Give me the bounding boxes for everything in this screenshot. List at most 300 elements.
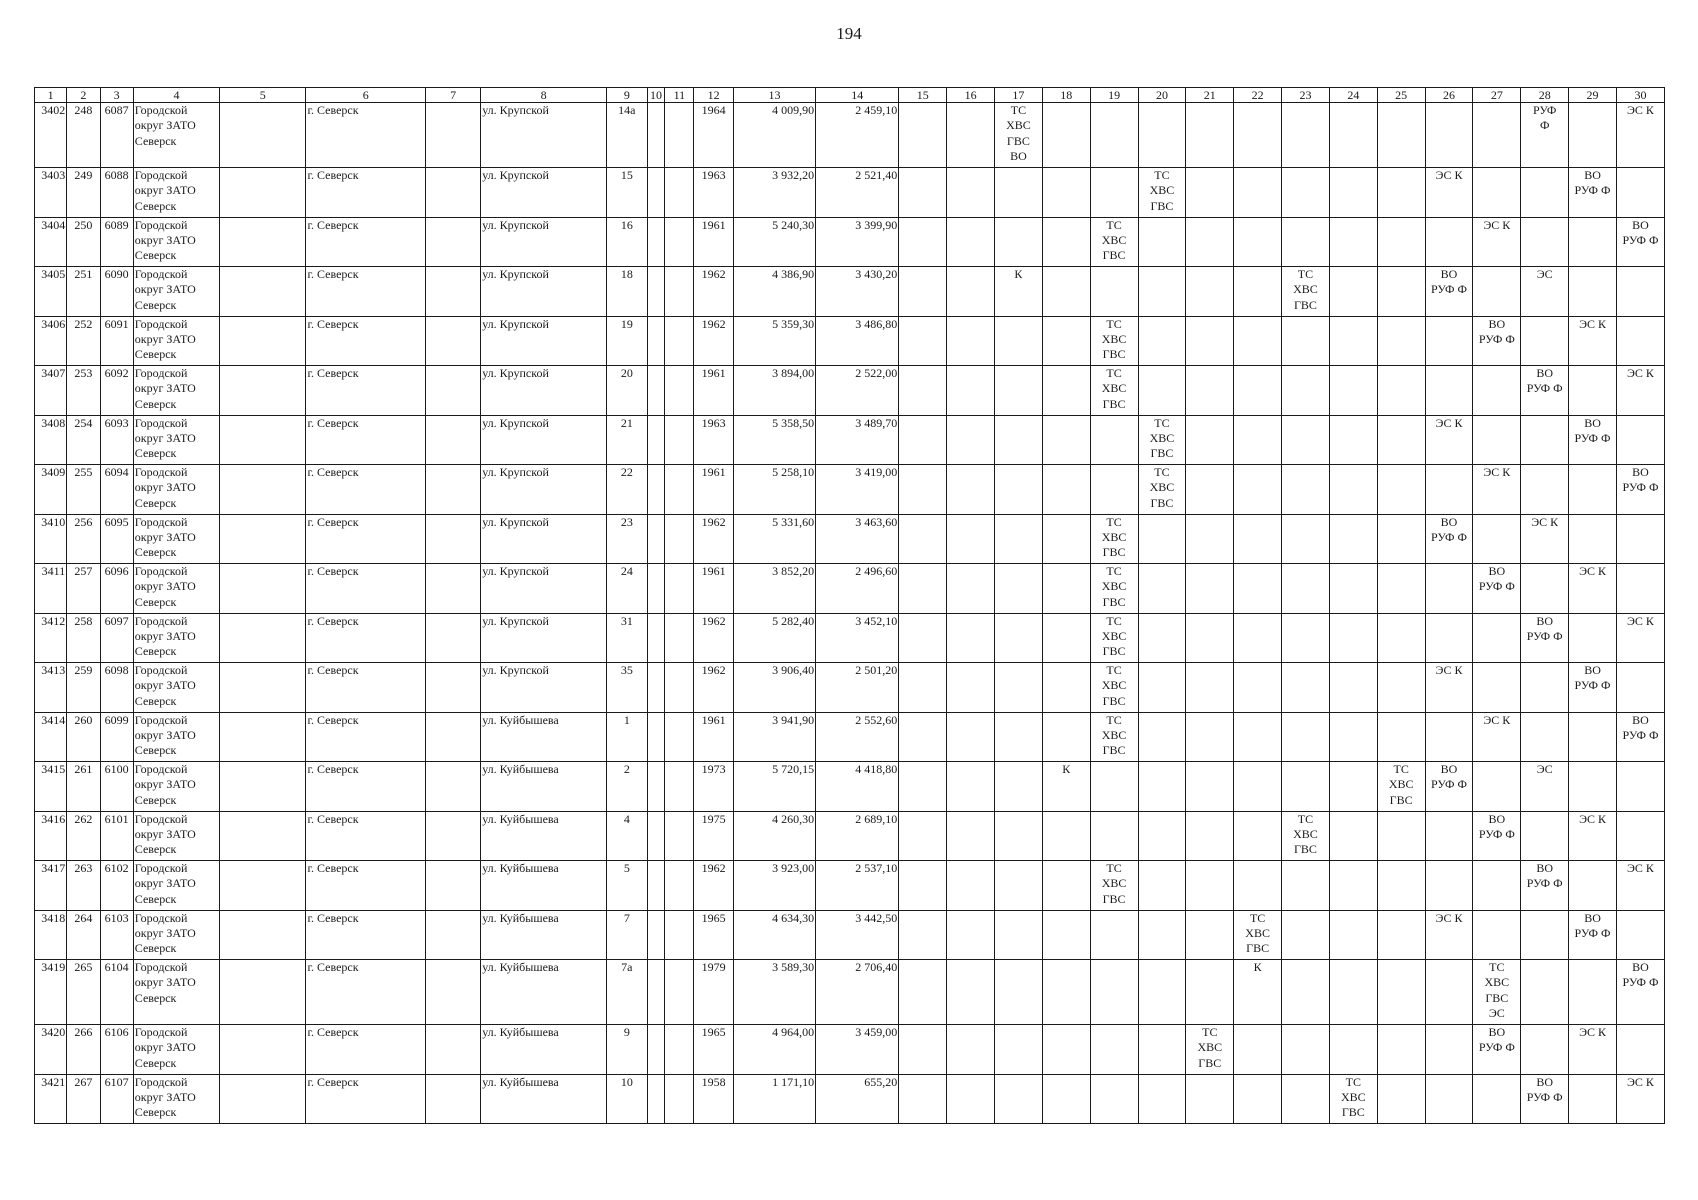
work-mark-col-23 xyxy=(1282,217,1330,267)
cell-col-8: ул. Крупской xyxy=(481,103,607,168)
work-mark-col-19: ТС ХВС ГВС xyxy=(1090,613,1138,663)
work-mark-col-24 xyxy=(1329,366,1377,416)
work-mark-col-24: ТС ХВС ГВС xyxy=(1329,1074,1377,1124)
cell-col-3: 6101 xyxy=(100,811,133,861)
cell-col-6: г. Северск xyxy=(306,103,426,168)
work-mark-col-17 xyxy=(994,1074,1042,1124)
cell-col-2: 256 xyxy=(67,514,100,564)
work-mark-col-26 xyxy=(1425,564,1473,614)
work-mark-col-22 xyxy=(1234,712,1282,762)
work-mark-col-15 xyxy=(899,366,947,416)
work-mark-col-25 xyxy=(1377,103,1425,168)
work-mark-col-20: ТС ХВС ГВС xyxy=(1138,168,1186,218)
table-row xyxy=(35,564,1665,614)
work-mark-col-17 xyxy=(994,514,1042,564)
cell-col-12: 1962 xyxy=(694,267,734,317)
cell-col-1: 3414 xyxy=(35,712,67,762)
work-mark-col-29: ЭС К xyxy=(1569,1025,1617,1075)
work-mark-col-26 xyxy=(1425,465,1473,515)
work-mark-col-29 xyxy=(1569,514,1617,564)
cell-col-7 xyxy=(426,366,481,416)
work-mark-col-17 xyxy=(994,1025,1042,1075)
work-mark-col-19 xyxy=(1090,103,1138,168)
work-mark-col-20 xyxy=(1138,910,1186,960)
work-mark-col-28 xyxy=(1521,712,1569,762)
work-mark-col-24 xyxy=(1329,415,1377,465)
cell-col-5 xyxy=(220,316,306,366)
work-mark-col-16 xyxy=(947,168,995,218)
cell-col-1: 3407 xyxy=(35,366,67,416)
cell-col-11 xyxy=(665,861,694,911)
cell-col-12: 1979 xyxy=(694,960,734,1025)
cell-col-6: г. Северск xyxy=(306,960,426,1025)
cell-col-12: 1962 xyxy=(694,514,734,564)
table-row xyxy=(35,103,1665,168)
cell-col-14: 655,20 xyxy=(816,1074,899,1124)
work-mark-col-24 xyxy=(1329,613,1377,663)
cell-col-5 xyxy=(220,514,306,564)
column-header-28: 28 xyxy=(1521,88,1569,103)
work-mark-col-22 xyxy=(1234,316,1282,366)
cell-col-12: 1961 xyxy=(694,564,734,614)
cell-col-3: 6102 xyxy=(100,861,133,911)
cell-col-8: ул. Крупской xyxy=(481,316,607,366)
work-mark-col-25 xyxy=(1377,316,1425,366)
work-mark-col-16 xyxy=(947,613,995,663)
cell-col-13: 4 260,30 xyxy=(733,811,815,861)
cell-col-3: 6097 xyxy=(100,613,133,663)
cell-col-6: г. Северск xyxy=(306,861,426,911)
work-mark-col-20 xyxy=(1138,564,1186,614)
work-mark-col-19 xyxy=(1090,960,1138,1025)
work-mark-col-16 xyxy=(947,910,995,960)
work-mark-col-23 xyxy=(1282,366,1330,416)
cell-col-9: 23 xyxy=(607,514,648,564)
column-header-17: 17 xyxy=(994,88,1042,103)
cell-col-11 xyxy=(665,663,694,713)
work-mark-col-18 xyxy=(1042,465,1090,515)
work-mark-col-16 xyxy=(947,415,995,465)
work-mark-col-19 xyxy=(1090,168,1138,218)
cell-col-10 xyxy=(647,960,665,1025)
work-mark-col-27 xyxy=(1473,415,1521,465)
cell-col-9: 10 xyxy=(607,1074,648,1124)
work-mark-col-15 xyxy=(899,514,947,564)
work-mark-col-15 xyxy=(899,960,947,1025)
work-mark-col-26 xyxy=(1425,811,1473,861)
work-mark-col-18 xyxy=(1042,1074,1090,1124)
work-mark-col-19: ТС ХВС ГВС xyxy=(1090,316,1138,366)
cell-col-1: 3413 xyxy=(35,663,67,713)
work-mark-col-26: ВО РУФ Ф xyxy=(1425,762,1473,812)
work-mark-col-20 xyxy=(1138,613,1186,663)
cell-col-4: Городской округ ЗАТО Северск xyxy=(133,762,219,812)
cell-col-5 xyxy=(220,613,306,663)
cell-col-14: 2 689,10 xyxy=(816,811,899,861)
cell-col-4: Городской округ ЗАТО Северск xyxy=(133,861,219,911)
work-mark-col-15 xyxy=(899,168,947,218)
work-mark-col-26 xyxy=(1425,366,1473,416)
work-mark-col-25 xyxy=(1377,1074,1425,1124)
cell-col-3: 6093 xyxy=(100,415,133,465)
cell-col-13: 3 941,90 xyxy=(733,712,815,762)
work-mark-col-26 xyxy=(1425,103,1473,168)
work-mark-col-29 xyxy=(1569,217,1617,267)
work-mark-col-24 xyxy=(1329,811,1377,861)
work-mark-col-30: ЭС К xyxy=(1616,103,1664,168)
cell-col-3: 6087 xyxy=(100,103,133,168)
cell-col-12: 1962 xyxy=(694,316,734,366)
work-mark-col-18 xyxy=(1042,103,1090,168)
table-header xyxy=(35,88,1665,103)
cell-col-13: 5 359,30 xyxy=(733,316,815,366)
work-mark-col-20 xyxy=(1138,514,1186,564)
work-mark-col-27 xyxy=(1473,762,1521,812)
cell-col-2: 264 xyxy=(67,910,100,960)
cell-col-2: 266 xyxy=(67,1025,100,1075)
work-mark-col-27: ВО РУФ Ф xyxy=(1473,316,1521,366)
cell-col-12: 1961 xyxy=(694,465,734,515)
cell-col-4: Городской округ ЗАТО Северск xyxy=(133,168,219,218)
cell-col-3: 6103 xyxy=(100,910,133,960)
column-header-26: 26 xyxy=(1425,88,1473,103)
work-mark-col-16 xyxy=(947,103,995,168)
cell-col-7 xyxy=(426,316,481,366)
table-row xyxy=(35,762,1665,812)
cell-col-10 xyxy=(647,316,665,366)
work-mark-col-29 xyxy=(1569,960,1617,1025)
work-mark-col-22 xyxy=(1234,1074,1282,1124)
work-mark-col-19 xyxy=(1090,762,1138,812)
work-mark-col-29: ВО РУФ Ф xyxy=(1569,663,1617,713)
column-header-15: 15 xyxy=(899,88,947,103)
work-mark-col-24 xyxy=(1329,103,1377,168)
cell-col-14: 3 459,00 xyxy=(816,1025,899,1075)
work-mark-col-28 xyxy=(1521,564,1569,614)
work-mark-col-30 xyxy=(1616,663,1664,713)
work-mark-col-20 xyxy=(1138,663,1186,713)
work-mark-col-20 xyxy=(1138,861,1186,911)
work-mark-col-25 xyxy=(1377,910,1425,960)
work-mark-col-23 xyxy=(1282,103,1330,168)
cell-col-8: ул. Крупской xyxy=(481,267,607,317)
cell-col-1: 3419 xyxy=(35,960,67,1025)
work-mark-col-17 xyxy=(994,366,1042,416)
work-mark-col-26 xyxy=(1425,861,1473,911)
work-mark-col-15 xyxy=(899,910,947,960)
work-mark-col-30: ЭС К xyxy=(1616,613,1664,663)
work-mark-col-22 xyxy=(1234,861,1282,911)
cell-col-12: 1962 xyxy=(694,861,734,911)
table-body xyxy=(35,103,1665,1124)
work-mark-col-22 xyxy=(1234,465,1282,515)
page-number: 194 xyxy=(836,24,862,43)
cell-col-12: 1963 xyxy=(694,168,734,218)
cell-col-5 xyxy=(220,663,306,713)
work-mark-col-23 xyxy=(1282,465,1330,515)
cell-col-11 xyxy=(665,316,694,366)
cell-col-1: 3417 xyxy=(35,861,67,911)
cell-col-13: 4 009,90 xyxy=(733,103,815,168)
cell-col-14: 2 459,10 xyxy=(816,103,899,168)
work-mark-col-29 xyxy=(1569,712,1617,762)
work-mark-col-27 xyxy=(1473,1074,1521,1124)
work-mark-col-29 xyxy=(1569,861,1617,911)
table-row xyxy=(35,465,1665,515)
cell-col-8: ул. Крупской xyxy=(481,514,607,564)
work-mark-col-25 xyxy=(1377,366,1425,416)
cell-col-9: 1 xyxy=(607,712,648,762)
work-mark-col-19: ТС ХВС ГВС xyxy=(1090,514,1138,564)
work-mark-col-26 xyxy=(1425,217,1473,267)
column-header-21: 21 xyxy=(1186,88,1234,103)
cell-col-12: 1961 xyxy=(694,366,734,416)
work-mark-col-18 xyxy=(1042,564,1090,614)
cell-col-5 xyxy=(220,103,306,168)
work-mark-col-26 xyxy=(1425,1074,1473,1124)
work-mark-col-24 xyxy=(1329,960,1377,1025)
table-row xyxy=(35,811,1665,861)
work-mark-col-26: ЭС К xyxy=(1425,415,1473,465)
cell-col-11 xyxy=(665,762,694,812)
work-mark-col-23 xyxy=(1282,1074,1330,1124)
work-mark-col-21 xyxy=(1186,910,1234,960)
cell-col-9: 5 xyxy=(607,861,648,911)
cell-col-4: Городской округ ЗАТО Северск xyxy=(133,217,219,267)
work-mark-col-20: ТС ХВС ГВС xyxy=(1138,465,1186,515)
cell-col-7 xyxy=(426,564,481,614)
work-mark-col-28 xyxy=(1521,168,1569,218)
work-mark-col-21 xyxy=(1186,217,1234,267)
column-number-row xyxy=(35,88,1665,103)
cell-col-6: г. Северск xyxy=(306,663,426,713)
work-mark-col-30 xyxy=(1616,514,1664,564)
cell-col-6: г. Северск xyxy=(306,762,426,812)
cell-col-9: 22 xyxy=(607,465,648,515)
cell-col-3: 6104 xyxy=(100,960,133,1025)
cell-col-10 xyxy=(647,267,665,317)
work-mark-col-20: ТС ХВС ГВС xyxy=(1138,415,1186,465)
work-mark-col-21 xyxy=(1186,663,1234,713)
work-mark-col-16 xyxy=(947,663,995,713)
work-mark-col-28: ЭС xyxy=(1521,762,1569,812)
work-mark-col-20 xyxy=(1138,762,1186,812)
work-mark-col-15 xyxy=(899,811,947,861)
work-mark-col-24 xyxy=(1329,267,1377,317)
cell-col-11 xyxy=(665,267,694,317)
cell-col-2: 261 xyxy=(67,762,100,812)
work-mark-col-24 xyxy=(1329,1025,1377,1075)
cell-col-4: Городской округ ЗАТО Северск xyxy=(133,811,219,861)
work-mark-col-24 xyxy=(1329,712,1377,762)
work-mark-col-15 xyxy=(899,267,947,317)
work-mark-col-26 xyxy=(1425,1025,1473,1075)
cell-col-7 xyxy=(426,514,481,564)
table-row xyxy=(35,217,1665,267)
work-mark-col-28: ЭС xyxy=(1521,267,1569,317)
cell-col-12: 1962 xyxy=(694,663,734,713)
cell-col-2: 249 xyxy=(67,168,100,218)
work-mark-col-17 xyxy=(994,217,1042,267)
cell-col-6: г. Северск xyxy=(306,415,426,465)
work-mark-col-24 xyxy=(1329,217,1377,267)
work-mark-col-28 xyxy=(1521,1025,1569,1075)
cell-col-8: ул. Крупской xyxy=(481,168,607,218)
cell-col-7 xyxy=(426,1074,481,1124)
cell-col-13: 5 258,10 xyxy=(733,465,815,515)
cell-col-2: 255 xyxy=(67,465,100,515)
work-mark-col-19: ТС ХВС ГВС xyxy=(1090,217,1138,267)
cell-col-2: 259 xyxy=(67,663,100,713)
work-mark-col-24 xyxy=(1329,316,1377,366)
work-mark-col-27: ЭС К xyxy=(1473,217,1521,267)
column-header-24: 24 xyxy=(1329,88,1377,103)
cell-col-9: 21 xyxy=(607,415,648,465)
cell-col-3: 6088 xyxy=(100,168,133,218)
cell-col-3: 6092 xyxy=(100,366,133,416)
cell-col-4: Городской округ ЗАТО Северск xyxy=(133,1074,219,1124)
cell-col-7 xyxy=(426,103,481,168)
cell-col-4: Городской округ ЗАТО Северск xyxy=(133,1025,219,1075)
cell-col-3: 6106 xyxy=(100,1025,133,1075)
work-mark-col-30: ВО РУФ Ф xyxy=(1616,712,1664,762)
work-mark-col-22 xyxy=(1234,217,1282,267)
cell-col-9: 31 xyxy=(607,613,648,663)
work-mark-col-28: ВО РУФ Ф xyxy=(1521,366,1569,416)
column-header-6: 6 xyxy=(306,88,426,103)
cell-col-11 xyxy=(665,1074,694,1124)
cell-col-7 xyxy=(426,861,481,911)
cell-col-6: г. Северск xyxy=(306,811,426,861)
work-mark-col-21 xyxy=(1186,811,1234,861)
work-mark-col-15 xyxy=(899,712,947,762)
work-mark-col-25 xyxy=(1377,267,1425,317)
column-header-22: 22 xyxy=(1234,88,1282,103)
cell-col-6: г. Северск xyxy=(306,465,426,515)
work-mark-col-15 xyxy=(899,564,947,614)
cell-col-11 xyxy=(665,514,694,564)
column-header-8: 8 xyxy=(481,88,607,103)
work-mark-col-23 xyxy=(1282,316,1330,366)
work-mark-col-26: ЭС К xyxy=(1425,910,1473,960)
work-mark-col-16 xyxy=(947,366,995,416)
table-row xyxy=(35,663,1665,713)
work-mark-col-21 xyxy=(1186,762,1234,812)
work-mark-col-28: ВО РУФ Ф xyxy=(1521,861,1569,911)
work-mark-col-27: ЭС К xyxy=(1473,712,1521,762)
work-mark-col-21 xyxy=(1186,1074,1234,1124)
cell-col-5 xyxy=(220,861,306,911)
work-mark-col-25 xyxy=(1377,465,1425,515)
work-mark-col-16 xyxy=(947,1074,995,1124)
work-mark-col-16 xyxy=(947,712,995,762)
cell-col-2: 253 xyxy=(67,366,100,416)
work-mark-col-19 xyxy=(1090,910,1138,960)
work-mark-col-23 xyxy=(1282,861,1330,911)
work-mark-col-27 xyxy=(1473,663,1521,713)
cell-col-6: г. Северск xyxy=(306,514,426,564)
work-mark-col-30: ВО РУФ Ф xyxy=(1616,465,1664,515)
cell-col-12: 1958 xyxy=(694,1074,734,1124)
work-mark-col-16 xyxy=(947,465,995,515)
column-header-29: 29 xyxy=(1569,88,1617,103)
work-mark-col-20 xyxy=(1138,1074,1186,1124)
cell-col-6: г. Северск xyxy=(306,267,426,317)
work-mark-col-30 xyxy=(1616,168,1664,218)
work-mark-col-25 xyxy=(1377,217,1425,267)
work-mark-col-23 xyxy=(1282,663,1330,713)
cell-col-7 xyxy=(426,960,481,1025)
work-mark-col-15 xyxy=(899,465,947,515)
work-mark-col-28: РУФ Ф xyxy=(1521,103,1569,168)
cell-col-13: 3 852,20 xyxy=(733,564,815,614)
table-row xyxy=(35,168,1665,218)
cell-col-8: ул. Куйбышева xyxy=(481,1025,607,1075)
cell-col-10 xyxy=(647,168,665,218)
work-mark-col-27 xyxy=(1473,168,1521,218)
cell-col-8: ул. Крупской xyxy=(481,366,607,416)
cell-col-7 xyxy=(426,663,481,713)
work-mark-col-27 xyxy=(1473,103,1521,168)
work-mark-col-20 xyxy=(1138,811,1186,861)
cell-col-4: Городской округ ЗАТО Северск xyxy=(133,960,219,1025)
work-mark-col-30: ЭС К xyxy=(1616,861,1664,911)
cell-col-14: 3 430,20 xyxy=(816,267,899,317)
work-mark-col-24 xyxy=(1329,564,1377,614)
work-mark-col-22 xyxy=(1234,1025,1282,1075)
cell-col-5 xyxy=(220,465,306,515)
cell-col-14: 2 522,00 xyxy=(816,366,899,416)
column-header-9: 9 xyxy=(607,88,648,103)
cell-col-4: Городской округ ЗАТО Северск xyxy=(133,465,219,515)
work-mark-col-18 xyxy=(1042,168,1090,218)
cell-col-3: 6096 xyxy=(100,564,133,614)
work-mark-col-23: ТС ХВС ГВС xyxy=(1282,811,1330,861)
cell-col-3: 6099 xyxy=(100,712,133,762)
column-header-4: 4 xyxy=(133,88,219,103)
work-mark-col-20 xyxy=(1138,960,1186,1025)
work-mark-col-20 xyxy=(1138,366,1186,416)
cell-col-10 xyxy=(647,514,665,564)
column-header-1: 1 xyxy=(35,88,67,103)
work-mark-col-29: ЭС К xyxy=(1569,316,1617,366)
cell-col-11 xyxy=(665,217,694,267)
cell-col-9: 7а xyxy=(607,960,648,1025)
work-mark-col-30 xyxy=(1616,762,1664,812)
work-mark-col-15 xyxy=(899,613,947,663)
cell-col-14: 3 486,80 xyxy=(816,316,899,366)
cell-col-1: 3418 xyxy=(35,910,67,960)
cell-col-1: 3409 xyxy=(35,465,67,515)
cell-col-8: ул. Куйбышева xyxy=(481,910,607,960)
work-mark-col-21 xyxy=(1186,415,1234,465)
cell-col-10 xyxy=(647,366,665,416)
work-mark-col-18 xyxy=(1042,267,1090,317)
table-row xyxy=(35,366,1665,416)
work-mark-col-19 xyxy=(1090,1074,1138,1124)
work-mark-col-15 xyxy=(899,217,947,267)
work-mark-col-17: ТС ХВС ГВС ВО xyxy=(994,103,1042,168)
work-mark-col-28 xyxy=(1521,316,1569,366)
housing-registry-table xyxy=(34,87,1665,1124)
cell-col-2: 260 xyxy=(67,712,100,762)
cell-col-5 xyxy=(220,267,306,317)
cell-col-8: ул. Куйбышева xyxy=(481,762,607,812)
table-row xyxy=(35,1025,1665,1075)
cell-col-14: 3 463,60 xyxy=(816,514,899,564)
work-mark-col-17: К xyxy=(994,267,1042,317)
cell-col-1: 3420 xyxy=(35,1025,67,1075)
